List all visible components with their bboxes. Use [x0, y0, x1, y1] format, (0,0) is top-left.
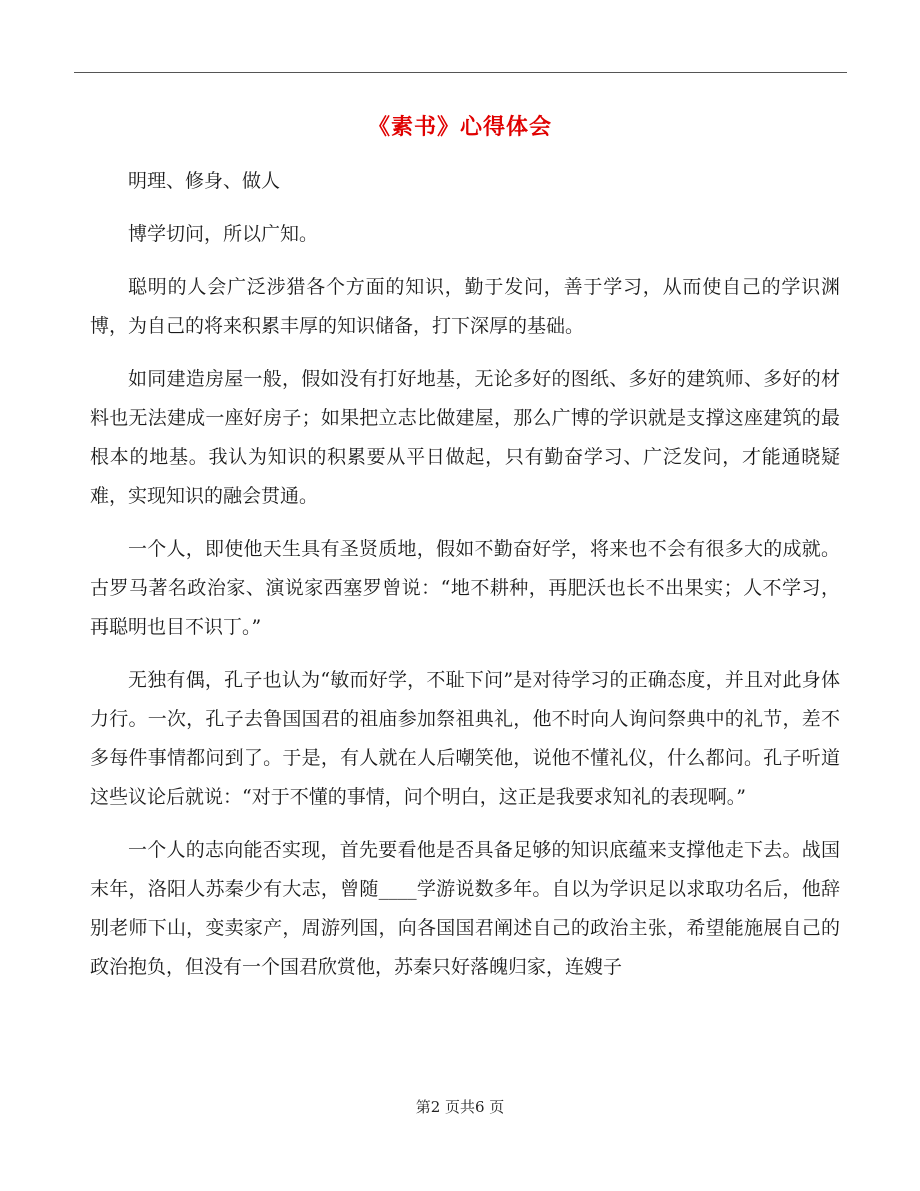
paragraph-3: 聪明的人会广泛涉猎各个方面的知识，勤于发问，善于学习，从而使自己的学识渊博，为自己的将来积累丰厚的知识储备，打下深厚的基础。 [90, 276, 840, 337]
paragraph-4: 如同建造房屋一般，假如没有打好地基，无论多好的图纸、多好的建筑师、多好的材料也无法建成一座好房子；如果把立志比做建屋，那么广博的学识就是支撑这座建筑的最根本的地基。我认为知识的积累要从平日做起，只有勤奋学习、广泛发问，才能通晓疑难，实现知识的融会贯通。 [90, 368, 840, 507]
paragraph-2: 博学切问，所以广知。 [128, 223, 319, 245]
document-body [90, 162, 840, 1001]
page-number: 第2 页共6 页 [415, 1098, 505, 1116]
document-title: 《素书》心得体会 [367, 114, 552, 140]
header-rule [74, 72, 847, 73]
paragraph-7: 一个人的志向能否实现，首先要看他是否具备足够的知识底蕴来支撑他走下去。战国末年，洛阳人苏秦少有大志，曾随____学游说数多年。自以为学识足以求取功名后，他辞别老师下山，变卖家产，周游列国，向各国国君阐述自己的政治主张，希望能施展自己的政治抱负，但没有一个国君欣赏他，苏秦只好落魄归家，连嫂子 [90, 839, 840, 978]
paragraph-6: 无独有偶，孔子也认为“敏而好学，不耻下问”是对待学习的正确态度，并且对此身体力行。一次，孔子去鲁国国君的祖庙参加祭祖典礼，他不时向人询问祭典中的礼节，差不多每件事情都问到了。于是，有人就在人后嘲笑他，说他不懂礼仪，什么都问。孔子听道这些议论后就说：“对于不懂的事情，问个明白，这正是我要求知礼的表现啊。” [90, 669, 840, 808]
paragraph-1: 明理、修身、做人 [128, 170, 281, 192]
paragraph-5: 一个人，即使他天生具有圣贤质地，假如不勤奋好学，将来也不会有很多大的成就。古罗马著名政治家、演说家西塞罗曾说：“地不耕种，再肥沃也长不出果实；人不学习，再聪明也目不识丁。” [90, 538, 840, 638]
